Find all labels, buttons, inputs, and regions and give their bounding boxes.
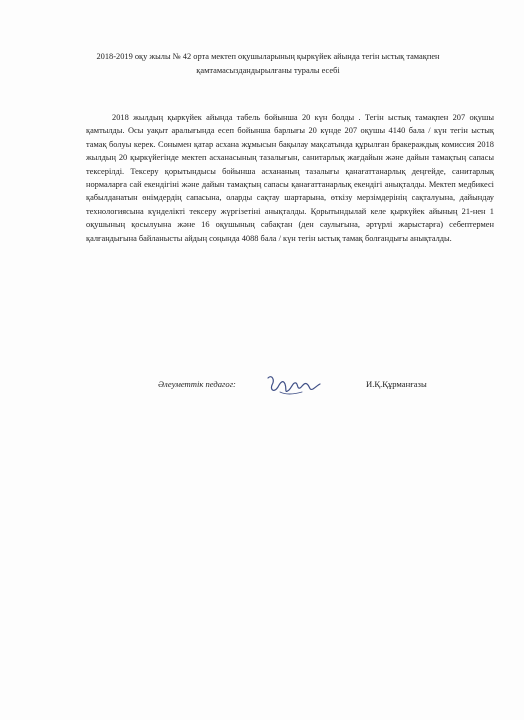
document-body: 2018 жылдың қыркүйек айында табель бойынша 20 күн болды . Тегін ыстық тамақпен 207 оқушы қамтылды. Осы уақыт аралығында есеп бойынша барлығы 20 күнде 207 оқушы 4140 бала / күн тегін ыстық тамақ болуы керек. Сонымен қатар асхана жұмысын бақылау мақсатында құрылған бракераждық комиссия 2018 жылдың 20 қыркүйегінде мектеп асханасының тазалығын, санитарлық жағдайын және дайын тамақтың сапасы тексерілді. Тексеру қорытындысы бойынша асхананың тазалығы қанағаттанарлық деңгейде, санитарлық нормаларға сай екендігіні және дайын тамақтың сапасы қанағаттанарлық екендігі анықталды. Мектеп медбикесі қабылданатын өнімдердің сапасына, оларды сақтау шартарына, өткізу мерзімдерінің сақталуына, дайындау технологиясына күнделікті тексеру жүргізетіні анықталды. Қорытындылай келе қыркүйек айының 21-нен 1 оқушының қосылуына және 16 оқушының сабақтан (ден саулығына, әртүрлі жарыстарға) себептермен қалғандығына байланысты айдың соңында 4088 бала / күн тегін ыстық тамақ болғандығы анықталды. <box>86 113 494 243</box>
signatory-name: И.Қ.Құрманғазы <box>366 379 427 389</box>
document-title: 2018-2019 оқу жылы № 42 орта мектеп оқушыларының қыркүйек айында тегін ыстық тамақпен қамтамасыздандырылғаны туралы есебі <box>96 52 440 75</box>
handwritten-signature-icon <box>262 372 322 398</box>
signatory-role: Әлеуметтік педагог: <box>158 379 236 389</box>
signature-block <box>0 372 524 402</box>
